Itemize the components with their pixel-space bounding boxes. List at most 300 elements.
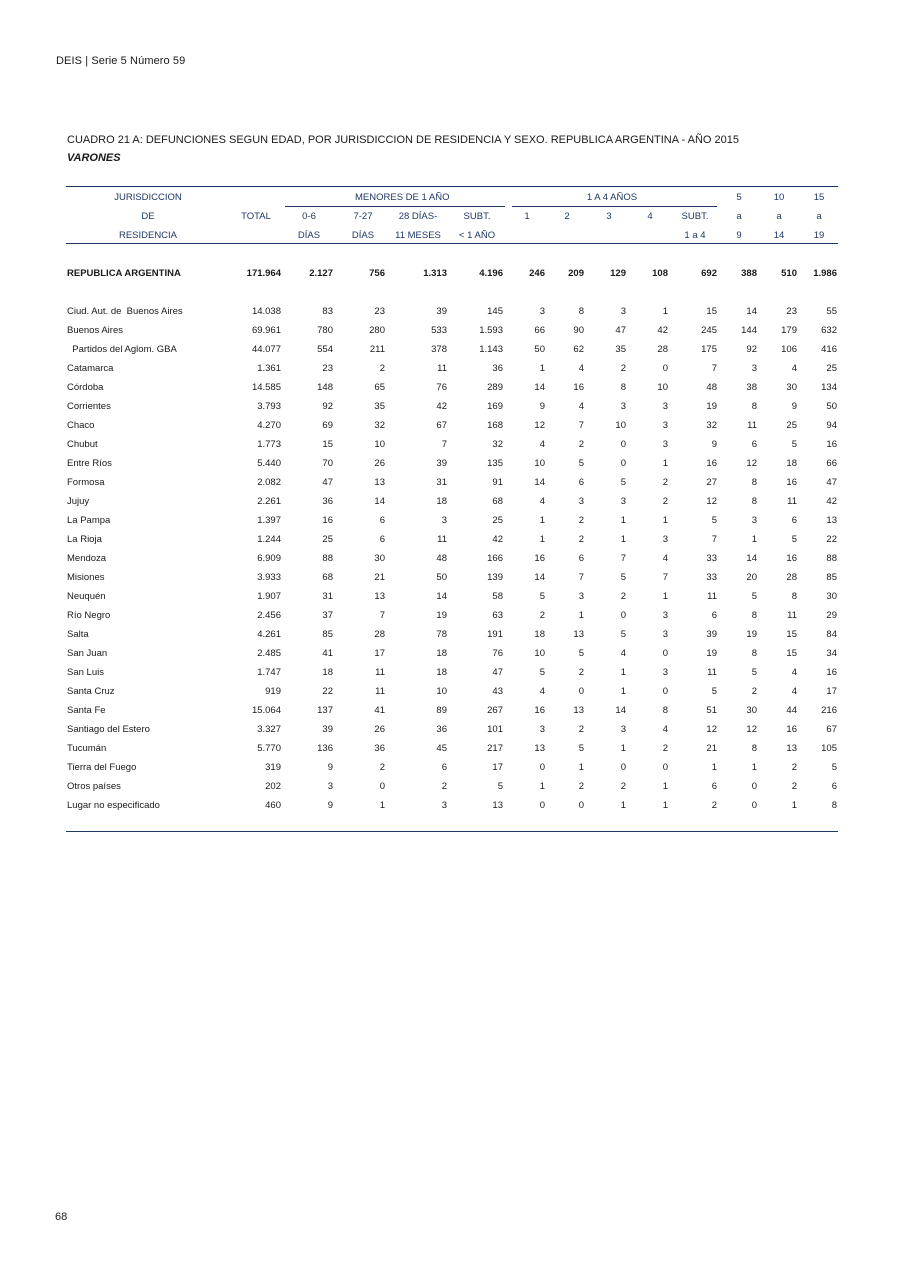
table-cell: 2 bbox=[620, 781, 626, 792]
table-cell: 1 bbox=[379, 800, 385, 811]
table-cell: 4 bbox=[662, 724, 668, 735]
table-cell: 3 bbox=[539, 306, 545, 317]
table-cell: 6.909 bbox=[257, 553, 281, 564]
header-col-sub: DÍAS bbox=[297, 230, 321, 241]
table-cell: 3 bbox=[662, 629, 668, 640]
table-cell: 8 bbox=[620, 382, 626, 393]
table-cell: 58 bbox=[492, 591, 503, 602]
header-age-age15: 19 bbox=[813, 230, 825, 241]
table-cell: 10 bbox=[615, 420, 626, 431]
table-cell: 378 bbox=[431, 344, 447, 355]
table-cell: 780 bbox=[317, 325, 333, 336]
table-cell: 3 bbox=[751, 515, 757, 526]
table-cell: 101 bbox=[487, 724, 503, 735]
table-cell: 2 bbox=[379, 762, 385, 773]
table-cell: 15 bbox=[786, 629, 797, 640]
table-cell: 85 bbox=[322, 629, 333, 640]
table-cell: 168 bbox=[487, 420, 503, 431]
table-cell: 6 bbox=[711, 610, 717, 621]
table-cell: 69 bbox=[322, 420, 333, 431]
table-cell: 39 bbox=[436, 458, 447, 469]
table-cell: 16 bbox=[322, 515, 333, 526]
table-cell: 3 bbox=[662, 439, 668, 450]
row-label: Partidos del Aglom. GBA bbox=[67, 344, 177, 355]
table-cell: 5 bbox=[831, 762, 837, 773]
table-cell: 38 bbox=[746, 382, 757, 393]
table-cell: 8 bbox=[662, 705, 668, 716]
table-cell: 45 bbox=[436, 743, 447, 754]
table-cell: 26 bbox=[374, 724, 385, 735]
table-cell: 37 bbox=[322, 610, 333, 621]
table-cell: 3 bbox=[327, 781, 333, 792]
table-cell: 13 bbox=[534, 743, 545, 754]
table-cell: 36 bbox=[322, 496, 333, 507]
table-cell: 0 bbox=[539, 762, 545, 773]
header-jurisdiccion: JURISDICCION bbox=[114, 192, 182, 203]
table-cell: 0 bbox=[751, 781, 757, 792]
table-cell: 319 bbox=[265, 762, 281, 773]
table-cell: 211 bbox=[369, 344, 385, 355]
table-cell: 1 bbox=[662, 591, 668, 602]
table-cell: 5 bbox=[497, 781, 503, 792]
table-cell: 1 bbox=[711, 762, 717, 773]
table-cell: 19 bbox=[746, 629, 757, 640]
table-cell: 11 bbox=[787, 610, 797, 621]
table-cell: 8 bbox=[751, 401, 757, 412]
table-cell: 1 bbox=[620, 743, 626, 754]
table-cell: 8 bbox=[751, 743, 757, 754]
table-cell: 5 bbox=[711, 686, 717, 697]
table-cell: 22 bbox=[322, 686, 333, 697]
table-cell: 175 bbox=[701, 344, 717, 355]
table-cell: 1 bbox=[620, 686, 626, 697]
table-cell: 5.440 bbox=[257, 458, 281, 469]
table-cell: 18 bbox=[436, 648, 447, 659]
total-cell: 1.986 bbox=[813, 268, 837, 279]
table-cell: 7 bbox=[379, 610, 385, 621]
table-cell: 3 bbox=[662, 420, 668, 431]
table-cell: 3 bbox=[441, 515, 447, 526]
table-cell: 92 bbox=[322, 401, 333, 412]
row-label: Santa Cruz bbox=[67, 686, 115, 697]
table-cell: 1 bbox=[662, 306, 668, 317]
table-cell: 3 bbox=[539, 724, 545, 735]
table-cell: 1 bbox=[620, 534, 626, 545]
table-cell: 4 bbox=[791, 667, 797, 678]
row-label: La Rioja bbox=[67, 534, 102, 545]
row-label: San Luis bbox=[67, 667, 104, 678]
table-cell: 15 bbox=[786, 648, 797, 659]
table-cell: 4 bbox=[662, 553, 668, 564]
table-cell: 2 bbox=[662, 743, 668, 754]
table-cell: 13 bbox=[374, 477, 385, 488]
table-cell: 3 bbox=[620, 401, 626, 412]
table-cell: 1 bbox=[620, 800, 626, 811]
table-cell: 48 bbox=[706, 382, 717, 393]
header-age-age5: a bbox=[736, 211, 742, 222]
table-cell: 3 bbox=[662, 401, 668, 412]
table-cell: 5 bbox=[578, 743, 584, 754]
table-cell: 0 bbox=[539, 800, 545, 811]
table-cell: 191 bbox=[487, 629, 503, 640]
table-cell: 23 bbox=[374, 306, 385, 317]
table-cell: 42 bbox=[657, 325, 668, 336]
row-label: Santa Fe bbox=[67, 705, 106, 716]
row-label: Tierra del Fuego bbox=[67, 762, 137, 773]
header-jurisdiccion: DE bbox=[141, 211, 155, 222]
table-cell: 23 bbox=[786, 306, 797, 317]
header-age-age5: 9 bbox=[736, 230, 742, 241]
table-cell: 43 bbox=[492, 686, 503, 697]
table-cell: 11 bbox=[437, 363, 447, 374]
table-cell: 1.397 bbox=[257, 515, 281, 526]
table-cell: 6 bbox=[711, 781, 717, 792]
table-cell: 0 bbox=[620, 762, 626, 773]
table-cell: 11 bbox=[437, 534, 447, 545]
table-cell: 2.082 bbox=[257, 477, 281, 488]
table-cell: 1 bbox=[662, 515, 668, 526]
table-cell: 42 bbox=[492, 534, 503, 545]
table-cell: 44 bbox=[786, 705, 797, 716]
table-cell: 2 bbox=[662, 496, 668, 507]
table-cell: 11 bbox=[707, 667, 717, 678]
header-menores-group: MENORES DE 1 AÑO bbox=[355, 192, 450, 203]
table-cell: 5 bbox=[751, 667, 757, 678]
header-age-age5: 5 bbox=[736, 192, 742, 203]
table-cell: 2 bbox=[578, 439, 584, 450]
table-cell: 6 bbox=[791, 515, 797, 526]
table-cell: 47 bbox=[615, 325, 626, 336]
row-label: Mendoza bbox=[67, 553, 107, 564]
table-cell: 3.793 bbox=[257, 401, 281, 412]
header-total: TOTAL bbox=[241, 211, 271, 222]
row-label: Chaco bbox=[67, 420, 95, 431]
table-cell: 3 bbox=[662, 610, 668, 621]
table-cell: 144 bbox=[741, 325, 757, 336]
table-cell: 15.064 bbox=[251, 705, 281, 716]
table-cell: 17 bbox=[492, 762, 503, 773]
table-cell: 11 bbox=[787, 496, 797, 507]
table-cell: 16 bbox=[573, 382, 584, 393]
table-cell: 2 bbox=[662, 477, 668, 488]
table-cell: 0 bbox=[620, 458, 626, 469]
table-cell: 1 bbox=[539, 534, 545, 545]
total-cell: 108 bbox=[652, 268, 668, 279]
table-header-rule bbox=[66, 243, 838, 244]
table-cell: 41 bbox=[322, 648, 333, 659]
table-cell: 55 bbox=[826, 306, 837, 317]
table-cell: 2 bbox=[578, 724, 584, 735]
table-cell: 5 bbox=[539, 591, 545, 602]
total-cell: 2.127 bbox=[309, 268, 333, 279]
table-cell: 1 bbox=[662, 458, 668, 469]
table-cell: 1.907 bbox=[257, 591, 281, 602]
table-cell: 6 bbox=[379, 515, 385, 526]
row-label: Corrientes bbox=[67, 401, 111, 412]
table-cell: 202 bbox=[265, 781, 281, 792]
table-cell: 554 bbox=[317, 344, 333, 355]
table-cell: 10 bbox=[534, 648, 545, 659]
table-cell: 8 bbox=[791, 591, 797, 602]
table-cell: 28 bbox=[786, 572, 797, 583]
table-cell: 106 bbox=[781, 344, 797, 355]
table-cell: 4 bbox=[539, 686, 545, 697]
table-cell: 32 bbox=[374, 420, 385, 431]
table-cell: 267 bbox=[487, 705, 503, 716]
table-cell: 6 bbox=[751, 439, 757, 450]
table-cell: 8 bbox=[751, 477, 757, 488]
table-cell: 30 bbox=[826, 591, 837, 602]
row-label: Catamarca bbox=[67, 363, 114, 374]
table-cell: 18 bbox=[786, 458, 797, 469]
row-label: Córdoba bbox=[67, 382, 104, 393]
table-cell: 2 bbox=[578, 515, 584, 526]
table-cell: 39 bbox=[706, 629, 717, 640]
table-cell: 33 bbox=[706, 572, 717, 583]
table-cell: 4 bbox=[578, 401, 584, 412]
header-col: 4 bbox=[647, 211, 653, 222]
row-label: San Juan bbox=[67, 648, 108, 659]
table-cell: 28 bbox=[657, 344, 668, 355]
table-cell: 18 bbox=[322, 667, 333, 678]
table-cell: 137 bbox=[317, 705, 333, 716]
table-cell: 67 bbox=[826, 724, 837, 735]
table-cell: 89 bbox=[436, 705, 447, 716]
table-cell: 217 bbox=[487, 743, 503, 754]
table-cell: 9 bbox=[327, 800, 333, 811]
table-cell: 3 bbox=[441, 800, 447, 811]
table-cell: 3 bbox=[578, 496, 584, 507]
table-cell: 4 bbox=[791, 363, 797, 374]
header-col: 7-27 bbox=[353, 211, 373, 222]
table-cell: 2 bbox=[578, 781, 584, 792]
table-cell: 10 bbox=[657, 382, 668, 393]
table-cell: 13 bbox=[492, 800, 503, 811]
row-label: Salta bbox=[67, 629, 89, 640]
table-cell: 4 bbox=[539, 496, 545, 507]
table-cell: 16 bbox=[826, 439, 837, 450]
table-cell: 12 bbox=[706, 724, 717, 735]
table-cell: 83 bbox=[322, 306, 333, 317]
table-cell: 13 bbox=[786, 743, 797, 754]
table-cell: 25 bbox=[492, 515, 503, 526]
table-cell: 14 bbox=[374, 496, 385, 507]
table-cell: 32 bbox=[706, 420, 717, 431]
header-col: SUBT. bbox=[681, 211, 709, 222]
table-cell: 69.961 bbox=[251, 325, 281, 336]
table-cell: 16 bbox=[786, 724, 797, 735]
table-cell: 35 bbox=[615, 344, 626, 355]
table-cell: 78 bbox=[436, 629, 447, 640]
header-col-sub: DÍAS bbox=[351, 230, 375, 241]
table-cell: 3.933 bbox=[257, 572, 281, 583]
table-cell: 12 bbox=[746, 458, 757, 469]
table-cell: 13 bbox=[826, 515, 837, 526]
table-cell: 9 bbox=[327, 762, 333, 773]
table-cell: 14 bbox=[534, 572, 545, 583]
table-cell: 289 bbox=[487, 382, 503, 393]
table-cell: 16 bbox=[786, 553, 797, 564]
table-cell: 10 bbox=[436, 686, 447, 697]
table-cell: 105 bbox=[821, 743, 837, 754]
table-cell: 2 bbox=[539, 610, 545, 621]
table-cell: 4.270 bbox=[257, 420, 281, 431]
table-cell: 0 bbox=[751, 800, 757, 811]
table-cell: 2 bbox=[791, 762, 797, 773]
table-cell: 5 bbox=[539, 667, 545, 678]
table-cell: 2 bbox=[578, 667, 584, 678]
table-cell: 6 bbox=[379, 534, 385, 545]
row-label: Otros países bbox=[67, 781, 121, 792]
table-cell: 1 bbox=[578, 762, 584, 773]
table-cell: 91 bbox=[492, 477, 503, 488]
table-cell: 2.261 bbox=[257, 496, 281, 507]
table-cell: 9 bbox=[711, 439, 717, 450]
table-cell: 50 bbox=[534, 344, 545, 355]
table-cell: 2 bbox=[791, 781, 797, 792]
document-header: DEIS | Serie 5 Número 59 bbox=[56, 55, 186, 67]
table-title: CUADRO 21 A: DEFUNCIONES SEGUN EDAD, POR JURISDICCION DE RESIDENCIA Y SEXO. REPUBLICA ARGENTINA - AÑO 2015 bbox=[67, 134, 739, 146]
table-cell: 1.143 bbox=[479, 344, 503, 355]
table-cell: 7 bbox=[711, 363, 717, 374]
table-cell: 84 bbox=[826, 629, 837, 640]
table-cell: 62 bbox=[573, 344, 584, 355]
table-cell: 8 bbox=[751, 648, 757, 659]
table-subtitle: VARONES bbox=[67, 152, 121, 164]
table-cell: 9 bbox=[791, 401, 797, 412]
total-cell: 510 bbox=[781, 268, 797, 279]
table-cell: 3 bbox=[620, 724, 626, 735]
table-cell: 3 bbox=[620, 306, 626, 317]
table-cell: 12 bbox=[706, 496, 717, 507]
table-cell: 1.747 bbox=[257, 667, 281, 678]
table-cell: 19 bbox=[706, 401, 717, 412]
table-cell: 30 bbox=[374, 553, 385, 564]
table-cell: 6 bbox=[831, 781, 837, 792]
table-cell: 3 bbox=[662, 667, 668, 678]
table-cell: 22 bbox=[826, 534, 837, 545]
table-cell: 1.361 bbox=[257, 363, 281, 374]
table-cell: 1 bbox=[662, 781, 668, 792]
table-cell: 12 bbox=[746, 724, 757, 735]
table-cell: 14 bbox=[746, 553, 757, 564]
table-cell: 1 bbox=[620, 515, 626, 526]
table-cell: 0 bbox=[578, 686, 584, 697]
table-cell: 23 bbox=[322, 363, 333, 374]
table-cell: 0 bbox=[379, 781, 385, 792]
total-cell: 246 bbox=[529, 268, 545, 279]
table-cell: 29 bbox=[826, 610, 837, 621]
table-cell: 1 bbox=[539, 515, 545, 526]
table-cell: 4 bbox=[539, 439, 545, 450]
table-cell: 134 bbox=[821, 382, 837, 393]
row-label: Chubut bbox=[67, 439, 98, 450]
header-age-age10: 10 bbox=[773, 192, 785, 203]
table-cell: 8 bbox=[578, 306, 584, 317]
table-cell: 0 bbox=[620, 439, 626, 450]
table-cell: 30 bbox=[786, 382, 797, 393]
table-cell: 5 bbox=[711, 515, 717, 526]
row-label: Jujuy bbox=[67, 496, 90, 507]
table-cell: 20 bbox=[746, 572, 757, 583]
header-age-age15: a bbox=[816, 211, 822, 222]
table-cell: 28 bbox=[374, 629, 385, 640]
table-cell: 0 bbox=[662, 648, 668, 659]
table-cell: 33 bbox=[706, 553, 717, 564]
table-cell: 5 bbox=[578, 458, 584, 469]
header-col: 0-6 bbox=[302, 211, 316, 222]
table-cell: 0 bbox=[620, 610, 626, 621]
row-label: Lugar no especificado bbox=[67, 800, 160, 811]
table-cell: 47 bbox=[322, 477, 333, 488]
table-cell: 14 bbox=[534, 382, 545, 393]
table-cell: 85 bbox=[826, 572, 837, 583]
table-cell: 3 bbox=[662, 534, 668, 545]
table-cell: 8 bbox=[751, 610, 757, 621]
row-label: Río Negro bbox=[67, 610, 111, 621]
table-cell: 2 bbox=[441, 781, 447, 792]
table-cell: 3 bbox=[620, 496, 626, 507]
table-cell: 280 bbox=[369, 325, 385, 336]
table-cell: 3.327 bbox=[257, 724, 281, 735]
table-cell: 145 bbox=[487, 306, 503, 317]
table-cell: 1 bbox=[662, 800, 668, 811]
header-col: 2 bbox=[564, 211, 570, 222]
table-cell: 5.770 bbox=[257, 743, 281, 754]
table-cell: 0 bbox=[662, 762, 668, 773]
table-cell: 18 bbox=[534, 629, 545, 640]
total-cell: 4.196 bbox=[479, 268, 503, 279]
table-cell: 4 bbox=[620, 648, 626, 659]
table-cell: 1.593 bbox=[479, 325, 503, 336]
table-cell: 16 bbox=[706, 458, 717, 469]
table-cell: 16 bbox=[786, 477, 797, 488]
table-cell: 42 bbox=[826, 496, 837, 507]
table-cell: 8 bbox=[831, 800, 837, 811]
table-cell: 17 bbox=[826, 686, 837, 697]
table-cell: 68 bbox=[322, 572, 333, 583]
table-cell: 5 bbox=[791, 439, 797, 450]
table-cell: 6 bbox=[578, 477, 584, 488]
table-cell: 32 bbox=[492, 439, 503, 450]
table-cell: 65 bbox=[374, 382, 385, 393]
table-cell: 2 bbox=[578, 534, 584, 545]
table-bottom-rule bbox=[66, 831, 838, 832]
table-cell: 1 bbox=[791, 800, 797, 811]
table-cell: 8 bbox=[751, 496, 757, 507]
table-cell: 19 bbox=[436, 610, 447, 621]
table-cell: 7 bbox=[578, 572, 584, 583]
table-cell: 460 bbox=[265, 800, 281, 811]
menores-group-underline bbox=[285, 206, 505, 207]
table-cell: 76 bbox=[436, 382, 447, 393]
table-cell: 15 bbox=[322, 439, 333, 450]
table-cell: 7 bbox=[662, 572, 668, 583]
total-cell: 756 bbox=[369, 268, 385, 279]
page-number: 68 bbox=[55, 1211, 68, 1223]
table-cell: 18 bbox=[436, 667, 447, 678]
table-cell: 632 bbox=[821, 325, 837, 336]
table-cell: 3 bbox=[751, 363, 757, 374]
table-cell: 139 bbox=[487, 572, 503, 583]
table-cell: 14 bbox=[436, 591, 447, 602]
table-cell: 7 bbox=[620, 553, 626, 564]
table-top-rule bbox=[66, 186, 838, 187]
total-cell: 171.964 bbox=[246, 268, 281, 279]
row-label: Formosa bbox=[67, 477, 105, 488]
table-cell: 1 bbox=[539, 363, 545, 374]
row-label: Entre Ríos bbox=[67, 458, 112, 469]
